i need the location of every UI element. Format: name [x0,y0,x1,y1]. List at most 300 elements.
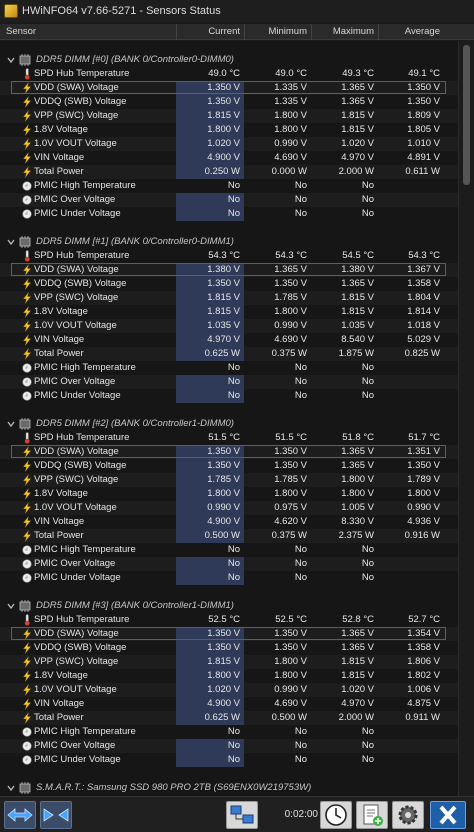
value-current: 1.350 V [176,95,244,109]
value-minimum: 1.800 V [274,124,307,135]
value-minimum: No [294,390,307,401]
add-report-icon[interactable] [356,801,388,829]
sensor-name: PMIC Over Voltage [34,558,116,569]
sensor-name: VDDQ (SWB) Voltage [34,460,127,471]
sensor-name: VDDQ (SWB) Voltage [34,642,127,653]
value-current: 4.900 V [176,515,244,529]
value-minimum: 1.800 V [274,656,307,667]
value-current: 1.350 V [176,459,244,473]
sensor-name: VDD (SWA) Voltage [34,264,119,275]
value-current: 4.900 V [176,697,244,711]
value-maximum: 2.375 W [338,530,374,541]
column-average[interactable]: Average [378,24,444,40]
sensor-row[interactable] [0,571,458,585]
value-current: 0.990 V [176,501,244,515]
sensor-row[interactable] [0,347,458,361]
close-x-icon[interactable] [430,801,466,829]
sensor-group-title: DDR5 DIMM [#0] (BANK 0/Controller0-DIMM0) [36,54,234,65]
status-circle-icon [22,558,32,570]
value-maximum: 1.020 V [341,684,374,695]
sensor-name: VDD (SWA) Voltage [34,446,119,457]
value-minimum: No [294,362,307,373]
lightning-icon [22,110,32,122]
sensor-name: SPD Hub Temperature [34,68,130,79]
value-minimum: 0.000 W [271,166,307,177]
sensor-group-header[interactable] [0,235,458,249]
sensor-row[interactable] [0,683,458,697]
sensor-row[interactable] [0,291,458,305]
lightning-icon [22,684,32,696]
value-maximum: 2.000 W [338,166,374,177]
sensor-name: VIN Voltage [34,334,85,345]
value-maximum: 1.815 V [341,124,374,135]
value-minimum: 1.350 V [274,628,307,639]
lightning-icon [22,292,32,304]
chevron-down-icon[interactable] [7,420,15,428]
value-minimum: 4.690 V [274,152,307,163]
thermometer-icon [22,68,32,80]
value-minimum: 4.690 V [274,698,307,709]
sensor-group-header[interactable] [0,599,458,613]
value-average: 5.029 V [407,334,440,345]
sensor-row[interactable] [0,375,458,389]
value-average: 0.916 W [404,530,440,541]
value-current: 1.815 V [176,655,244,669]
value-maximum: No [361,208,374,219]
value-average: 1.354 V [407,628,440,639]
status-circle-icon [22,208,32,220]
sensor-row[interactable] [0,263,458,277]
value-average: 0.611 W [405,166,440,177]
value-average: 4.891 V [407,152,440,163]
value-minimum: 4.690 V [274,334,307,345]
sensor-group-title: DDR5 DIMM [#3] (BANK 0/Controller1-DIMM1) [36,600,234,611]
value-current: 1.800 V [176,487,244,501]
sensor-row[interactable] [0,613,458,627]
value-average: 52.7 °C [408,614,440,625]
sensor-row[interactable] [0,529,458,543]
sensor-row[interactable] [0,557,458,571]
sensor-row[interactable] [0,305,458,319]
value-average: 0.990 V [407,502,440,513]
value-current: 1.350 V [176,627,244,641]
value-maximum: 1.800 V [341,474,374,485]
value-average: 1.802 V [407,670,440,681]
value-minimum: 54.3 °C [275,250,307,261]
sensor-name: 1.0V VOUT Voltage [34,502,117,513]
value-minimum: 0.990 V [274,684,307,695]
sensor-row[interactable] [0,333,458,347]
value-average: 4.875 V [407,698,440,709]
value-maximum: 54.5 °C [342,250,374,261]
lightning-icon [22,488,32,500]
sensor-name: PMIC Over Voltage [34,376,116,387]
value-minimum: 1.785 V [274,474,307,485]
value-average: 4.936 V [407,516,440,527]
status-circle-icon [22,572,32,584]
value-maximum: 52.8 °C [342,614,374,625]
value-minimum: 0.375 W [271,348,307,359]
sensor-name: VDDQ (SWB) Voltage [34,96,127,107]
sensor-row[interactable] [0,543,458,557]
value-current: 0.250 W [176,165,244,179]
sensor-row[interactable] [0,109,458,123]
sensor-name: PMIC High Temperature [34,180,136,191]
chevron-down-icon[interactable] [7,602,15,610]
sensor-row[interactable] [0,725,458,739]
value-average: 1.809 V [407,110,440,121]
sensor-row[interactable] [0,515,458,529]
value-minimum: 1.365 V [274,264,307,275]
value-maximum: 1.815 V [341,670,374,681]
value-minimum: No [294,740,307,751]
value-minimum: No [294,376,307,387]
value-minimum: 1.800 V [274,670,307,681]
sensor-name: PMIC Over Voltage [34,194,116,205]
sensor-name: VIN Voltage [34,698,85,709]
value-minimum: 1.800 V [274,306,307,317]
value-maximum: 2.000 W [338,712,374,723]
lightning-icon [22,628,32,640]
value-average [378,543,444,557]
value-average: 51.7 °C [408,432,440,443]
bottom-toolbar [0,796,474,832]
value-current: 1.785 V [176,473,244,487]
lightning-icon [22,530,32,542]
lightning-icon [22,334,32,346]
sensor-row[interactable] [0,711,458,725]
value-maximum: 1.365 V [341,96,374,107]
sensor-row[interactable] [0,165,458,179]
value-current: No [176,389,244,403]
sensor-name: VIN Voltage [34,152,85,163]
value-minimum: No [294,208,307,219]
lightning-icon [22,474,32,486]
value-current: No [227,726,240,737]
value-current: 1.020 V [176,137,244,151]
value-current: 1.380 V [176,263,244,277]
value-average [378,207,444,221]
sensor-row[interactable] [0,193,458,207]
sensor-row[interactable] [0,361,458,375]
sensor-name: VPP (SWC) Voltage [34,110,119,121]
sensor-name: PMIC Under Voltage [34,208,121,219]
sensor-row[interactable] [0,627,458,641]
status-circle-icon [22,740,32,752]
value-minimum: No [294,194,307,205]
lightning-icon [22,446,32,458]
sensor-name: SPD Hub Temperature [34,614,130,625]
value-average [378,571,444,585]
sensor-name: PMIC High Temperature [34,544,136,555]
sensor-row[interactable] [0,95,458,109]
sensor-row[interactable] [0,179,458,193]
value-maximum: 1.815 V [341,306,374,317]
sensor-row[interactable] [0,249,458,263]
value-current: No [227,180,240,191]
sensor-row[interactable] [0,81,458,95]
value-average: 54.3 °C [408,250,440,261]
value-minimum: 0.975 V [274,502,307,513]
value-maximum: No [361,726,374,737]
value-average [378,361,444,375]
sensor-row[interactable] [0,137,458,151]
value-current: No [176,753,244,767]
value-minimum: 51.5 °C [275,432,307,443]
value-average: 1.806 V [407,656,440,667]
status-circle-icon [22,544,32,556]
sensor-row[interactable] [0,669,458,683]
window-title: HWiNFO64 v7.66-5271 - Sensors Status [22,5,221,17]
value-current: No [176,375,244,389]
sensor-row[interactable] [0,739,458,753]
sensor-row[interactable] [0,277,458,291]
value-minimum: 0.500 W [271,712,307,723]
elapsed-time: 0:02:00 [284,809,318,820]
chevron-down-icon[interactable] [7,238,15,246]
sensor-name: VDD (SWA) Voltage [34,628,119,639]
lightning-icon [22,82,32,94]
value-average: 1.789 V [407,474,440,485]
sensor-name: Total Power [34,712,84,723]
value-maximum: No [361,376,374,387]
memory-chip-icon [18,54,32,66]
status-circle-icon [22,754,32,766]
sensor-name: 1.0V VOUT Voltage [34,138,117,149]
sensor-row[interactable] [0,473,458,487]
value-maximum: No [361,544,374,555]
column-maximum[interactable]: Maximum [311,24,378,40]
value-minimum: 1.350 V [274,460,307,471]
value-average: 1.800 V [407,488,440,499]
value-minimum: No [294,572,307,583]
column-header [0,24,474,40]
value-average [378,375,444,389]
status-circle-icon [22,194,32,206]
value-maximum: 1.815 V [341,656,374,667]
value-average: 1.805 V [407,124,440,135]
status-circle-icon [22,180,32,192]
sensor-name: PMIC Over Voltage [34,740,116,751]
sensor-group-title: DDR5 DIMM [#2] (BANK 0/Controller1-DIMM0) [36,418,234,429]
value-maximum: 1.365 V [341,628,374,639]
scrollbar[interactable] [458,41,474,796]
value-maximum: 49.3 °C [342,68,374,79]
value-average: 1.350 V [407,82,440,93]
sensor-name: PMIC High Temperature [34,362,136,373]
thermometer-icon [22,614,32,626]
value-current: 52.5 °C [208,614,240,625]
sensor-group-header[interactable] [0,417,458,431]
lightning-icon [22,138,32,150]
value-current: 0.625 W [176,711,244,725]
value-maximum: 4.970 V [341,698,374,709]
sensor-row[interactable] [0,459,458,473]
sensor-row[interactable] [0,487,458,501]
value-minimum: 1.800 V [274,110,307,121]
sensor-name: SPD Hub Temperature [34,432,130,443]
lightning-icon [22,306,32,318]
value-maximum: No [361,572,374,583]
value-current: 4.900 V [176,151,244,165]
lightning-icon [22,642,32,654]
value-maximum: 1.815 V [341,292,374,303]
sensor-row[interactable] [0,389,458,403]
sensor-name: 1.0V VOUT Voltage [34,320,117,331]
value-minimum: 4.620 V [274,516,307,527]
value-minimum: 1.335 V [274,82,307,93]
sensor-name: 1.8V Voltage [34,124,88,135]
value-minimum: No [294,544,307,555]
value-current: No [176,193,244,207]
sensor-name: VDDQ (SWB) Voltage [34,278,127,289]
value-current: No [176,207,244,221]
value-maximum: No [361,740,374,751]
sensor-row[interactable] [0,151,458,165]
thermometer-icon [22,432,32,444]
value-minimum: 0.990 V [274,138,307,149]
value-average: 1.010 V [407,138,440,149]
value-maximum: No [361,390,374,401]
value-current: No [176,557,244,571]
value-average [378,179,444,193]
value-average [378,193,444,207]
lightning-icon [22,712,32,724]
lightning-icon [22,264,32,276]
value-maximum: 1.035 V [341,320,374,331]
value-maximum: 4.970 V [341,152,374,163]
chevron-down-icon[interactable] [7,784,15,792]
value-average: 1.804 V [407,292,440,303]
nav-arrows-left-right-icon[interactable] [4,801,36,829]
value-average [378,739,444,753]
sensor-name: VPP (SWC) Voltage [34,474,119,485]
value-maximum: 1.365 V [341,82,374,93]
lightning-icon [22,348,32,360]
sensor-row[interactable] [0,501,458,515]
network-computers-icon[interactable] [226,801,258,829]
sensor-row[interactable] [0,431,458,445]
value-current: 1.350 V [176,641,244,655]
value-current: 1.350 V [176,445,244,459]
lightning-icon [22,516,32,528]
value-minimum: No [294,558,307,569]
value-current: 1.815 V [176,109,244,123]
sensor-name: 1.8V Voltage [34,488,88,499]
value-minimum: 1.785 V [274,292,307,303]
title-bar [0,0,474,22]
sensor-name: VPP (SWC) Voltage [34,292,119,303]
nav-arrows-collapse-icon[interactable] [40,801,72,829]
clock-icon[interactable] [320,801,352,829]
value-minimum: 0.375 W [271,530,307,541]
sensor-row[interactable] [0,445,458,459]
column-current[interactable]: Current [176,24,244,40]
settings-gear-icon[interactable] [392,801,424,829]
value-average: 1.018 V [407,320,440,331]
value-maximum: 1.815 V [341,110,374,121]
value-maximum: No [361,194,374,205]
value-maximum: No [361,754,374,765]
sensor-name: PMIC Under Voltage [34,754,121,765]
value-average [378,725,444,739]
value-maximum: 51.8 °C [342,432,374,443]
value-minimum: 1.800 V [274,488,307,499]
value-maximum: 8.330 V [341,516,374,527]
sensor-group-title: S.M.A.R.T.: Samsung SSD 980 PRO 2TB (S69ENX0W219753W) [36,782,312,793]
lightning-icon [22,698,32,710]
sensor-name: 1.0V VOUT Voltage [34,684,117,695]
status-circle-icon [22,376,32,388]
sensor-group-header[interactable] [0,53,458,67]
memory-chip-icon [18,418,32,430]
value-maximum: No [361,558,374,569]
value-maximum: 1.020 V [341,138,374,149]
value-current: 1.350 V [176,277,244,291]
value-minimum: 0.990 V [274,320,307,331]
sensor-name: 1.8V Voltage [34,670,88,681]
sensor-row[interactable] [0,641,458,655]
column-sensor[interactable]: Sensor [6,26,37,37]
column-minimum[interactable]: Minimum [244,24,311,40]
value-average [378,557,444,571]
value-average: 1.367 V [407,264,440,275]
sensor-row[interactable] [0,697,458,711]
sensor-name: VDD (SWA) Voltage [34,82,119,93]
value-current: 1.815 V [176,291,244,305]
value-current: No [176,739,244,753]
sensor-name: Total Power [34,166,84,177]
sensor-list[interactable] [0,41,458,796]
value-average: 1.350 V [407,96,440,107]
chevron-down-icon[interactable] [7,56,15,64]
sensor-name: 1.8V Voltage [34,306,88,317]
value-minimum: 1.350 V [274,642,307,653]
sensor-row[interactable] [0,655,458,669]
lightning-icon [22,166,32,178]
value-maximum: 1.005 V [341,502,374,513]
sensor-row[interactable] [0,67,458,81]
sensor-name: PMIC High Temperature [34,726,136,737]
status-circle-icon [22,726,32,738]
thermometer-icon [22,250,32,262]
value-maximum: 1.365 V [341,278,374,289]
value-average [378,753,444,767]
sensor-group-title: DDR5 DIMM [#1] (BANK 0/Controller0-DIMM1) [36,236,234,247]
lightning-icon [22,502,32,514]
value-average: 1.358 V [407,642,440,653]
sensor-group-header[interactable] [0,781,458,795]
value-maximum: 1.365 V [341,446,374,457]
value-maximum: No [361,362,374,373]
value-current: 1.800 V [176,123,244,137]
value-maximum: 1.380 V [341,264,374,275]
value-current: 0.625 W [176,347,244,361]
lightning-icon [22,124,32,136]
value-average: 1.350 V [407,460,440,471]
value-current: 4.970 V [176,333,244,347]
value-maximum: No [361,180,374,191]
sensor-row[interactable] [0,753,458,767]
sensor-row[interactable] [0,207,458,221]
scrollbar-thumb[interactable] [463,45,470,185]
sensor-row[interactable] [0,319,458,333]
value-maximum: 8.540 V [341,334,374,345]
sensor-row[interactable] [0,123,458,137]
sensor-name: SPD Hub Temperature [34,250,130,261]
value-minimum: No [294,754,307,765]
value-current: 1.815 V [176,305,244,319]
